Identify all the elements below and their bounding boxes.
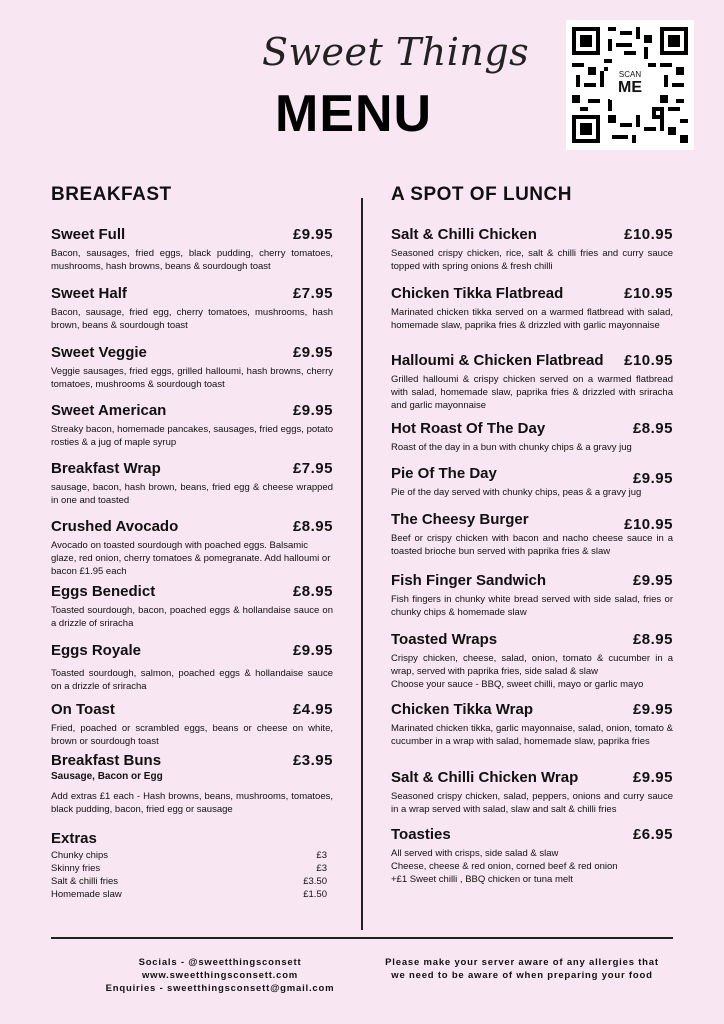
menu-item [391,769,673,816]
qr-code[interactable] [566,20,694,150]
menu-item [391,701,673,748]
menu-item [391,631,673,691]
item-price: £8.95 [292,583,333,600]
item-price: £10.95 [624,352,673,369]
item-name: Salt & Chilli Chicken Wrap [391,769,579,786]
menu-item [51,642,333,693]
me-text: ME [618,79,642,96]
extra-price: £1.50 [303,889,327,900]
item-name: Toasted Wraps [391,631,498,648]
item-price: £7.95 [292,285,333,302]
item-name: Halloumi & Chicken Flatbread [391,352,604,369]
item-description: Veggie sausages, fried eggs, grilled halloumi, hash browns, cherry tomatoes, mushrooms & sourdough toast [51,366,333,390]
footer-contact [80,956,360,995]
item-price: £9.95 [632,572,673,589]
item-price: £9.95 [632,470,673,487]
extra-name: Chunky chips [51,850,109,861]
item-description: Seasoned crispy chicken, salad, peppers, onions and curry sauce in a wrap served with salad, slaw and salt & chilli fries [391,791,673,815]
page-title: MENU [275,85,433,143]
item-description: Marinated chicken tikka served on a warmed flatbread with salad, homemade slaw, paprika fries & drizzled with garlic mayonnaise [391,307,673,331]
item-name: Sweet American [51,402,167,419]
menu-item [391,285,673,332]
extras-row [51,888,327,901]
item-description: Add extras £1 each - Hash browns, beans, mushrooms, tomatoes, black pudding, bacon, fried egg or sausage [51,791,333,815]
item-description: Seasoned crispy chicken, rice, salt & chilli fries and curry sauce topped with spring onions & fresh chilli [391,248,673,272]
extras-title: Extras [51,830,97,847]
item-price: £9.95 [292,642,333,659]
item-price: £4.95 [292,701,333,718]
item-description: Bacon, sausage, fried egg, cherry tomatoes, mushrooms, hash brown, beans & sourdough toast [51,307,333,331]
item-name: Crushed Avocado [51,518,179,535]
item-description: Streaky bacon, homemade pancakes, sausages, fried eggs, potato rosties & a jug of maple syrup [51,424,333,448]
item-description: Fried, poached or scrambled eggs, beans or cheese on white, brown or sourdough toast [51,723,333,747]
scan-me-label [610,70,650,100]
brand-logo: Sweet Things [262,30,530,74]
item-description: Avocado on toasted sourdough with poached eggs. Balsamic glaze, red onion, cherry tomatoes & pomegranate. Add halloumi or bacon £1.95 each [51,540,331,577]
socials-text: Socials - @sweetthingsconsett [138,957,302,968]
column-divider [361,198,363,930]
item-description-extra: Cheese, cheese & red onion, corned beef & red onion [391,861,618,872]
item-price: £8.95 [292,518,333,535]
menu-item [391,572,673,619]
menu-item [391,226,673,273]
menu-item [51,518,333,578]
item-name: Eggs Benedict [51,583,156,600]
menu-item [391,352,673,412]
menu-item [391,826,673,886]
item-price: £8.95 [632,631,673,648]
menu-item [51,285,333,332]
item-description-extra: Choose your sauce - BBQ, sweet chilli, mayo or garlic mayo [391,679,644,690]
extra-price: £3 [316,850,327,861]
item-description: Beef or crispy chicken with bacon and nacho cheese sauce in a toasted brioche bun served with paprika fries & slaw [391,533,673,557]
item-name: Breakfast Wrap [51,460,161,477]
item-name: Fish Finger Sandwich [391,572,547,589]
menu-item [51,583,333,630]
item-description: Bacon, sausages, fried eggs, black pudding, cherry tomatoes, mushrooms, hash browns, beans & sourdough toast [51,248,333,272]
item-description: sausage, bacon, hash brown, beans, fried egg & cheese wrapped in one and toasted [51,482,333,506]
item-name: Eggs Royale [51,642,142,659]
item-name: Sweet Half [51,285,127,302]
item-price: £9.95 [292,402,333,419]
extra-name: Salt & chilli fries [51,876,119,887]
menu-item [51,460,333,507]
item-name: Hot Roast Of The Day [391,420,546,437]
scan-text: SCAN [618,70,642,79]
extras-section [51,830,327,901]
item-name: Sweet Full [51,226,126,243]
item-name: Chicken Tikka Flatbread [391,285,564,302]
extras-row [51,875,327,888]
enquiries-email[interactable]: Enquiries - sweetthingsconsett@gmail.com [105,983,335,994]
menu-item [391,465,673,499]
item-name: On Toast [51,701,115,718]
item-description: Fish fingers in chunky white bread served with side salad, fries or chunky chips & homemade slaw [391,594,673,618]
allergy-line-1: Please make your server aware of any allergies that [385,957,659,968]
item-name: The Cheesy Burger [391,511,529,528]
menu-item [391,511,673,558]
item-price: £9.95 [292,344,333,361]
menu-item [51,402,333,449]
item-name: Salt & Chilli Chicken [391,226,537,243]
menu-item [51,226,333,273]
allergy-notice [370,956,674,982]
item-name: Sweet Veggie [51,344,147,361]
item-price: £10.95 [624,226,673,243]
extras-row [51,862,327,875]
item-description: Roast of the day in a bun with chunky chips & a gravy jug [391,442,632,453]
item-description: Pie of the day served with chunky chips, peas & a gravy jug [391,487,642,498]
lunch-heading: A SPOT OF LUNCH [391,184,572,205]
item-price: £10.95 [624,516,673,533]
item-price: £9.95 [292,226,333,243]
item-description: Marinated chicken tikka, garlic mayonnaise, salad, onion, tomato & cucumber in a wrap with salad, homemade slaw, paprika fries [391,723,673,747]
item-description: Grilled halloumi & crispy chicken served on a warmed flatbread with salad, homemade slaw, paprika fries & drizzled with sriracha and garlic mayonnaise [391,374,673,411]
item-price: £9.95 [632,769,673,786]
item-name: Pie Of The Day [391,465,497,482]
item-description-extra: +£1 Sweet chilli , BBQ chicken or tuna melt [391,874,573,885]
item-subtitle: Sausage, Bacon or Egg [51,771,163,782]
item-price: £3.95 [292,752,333,769]
extras-row [51,849,327,862]
menu-item [51,701,333,748]
menu-item [51,752,333,816]
item-price: £10.95 [624,285,673,302]
item-description: All served with crisps, side salad & slaw [391,848,559,859]
website-link[interactable]: www.sweetthingsconsett.com [141,970,299,981]
allergy-line-2: we need to be aware of when preparing your food [391,970,653,981]
item-name: Toasties [391,826,451,843]
menu-item [51,344,333,391]
item-description: Toasted sourdough, bacon, poached eggs & hollandaise sauce on a drizzle of sriracha [51,605,333,629]
item-price: £6.95 [632,826,673,843]
item-name: Breakfast Buns [51,752,162,769]
extra-name: Skinny fries [51,863,101,874]
breakfast-heading: BREAKFAST [51,184,172,205]
extra-price: £3 [316,863,327,874]
item-description: Crispy chicken, cheese, salad, onion, tomato & cucumber in a wrap, served with paprika fries, side salad & slaw [391,653,673,677]
footer-divider [51,937,673,939]
extra-price: £3.50 [303,876,327,887]
menu-item [391,420,673,454]
item-description: Toasted sourdough, salmon, poached eggs & hollandaise sauce on a drizzle of sriracha [51,668,333,692]
extra-name: Homemade slaw [51,889,122,900]
item-price: £8.95 [632,420,673,437]
item-price: £7.95 [292,460,333,477]
item-price: £9.95 [632,701,673,718]
item-name: Chicken Tikka Wrap [391,701,534,718]
